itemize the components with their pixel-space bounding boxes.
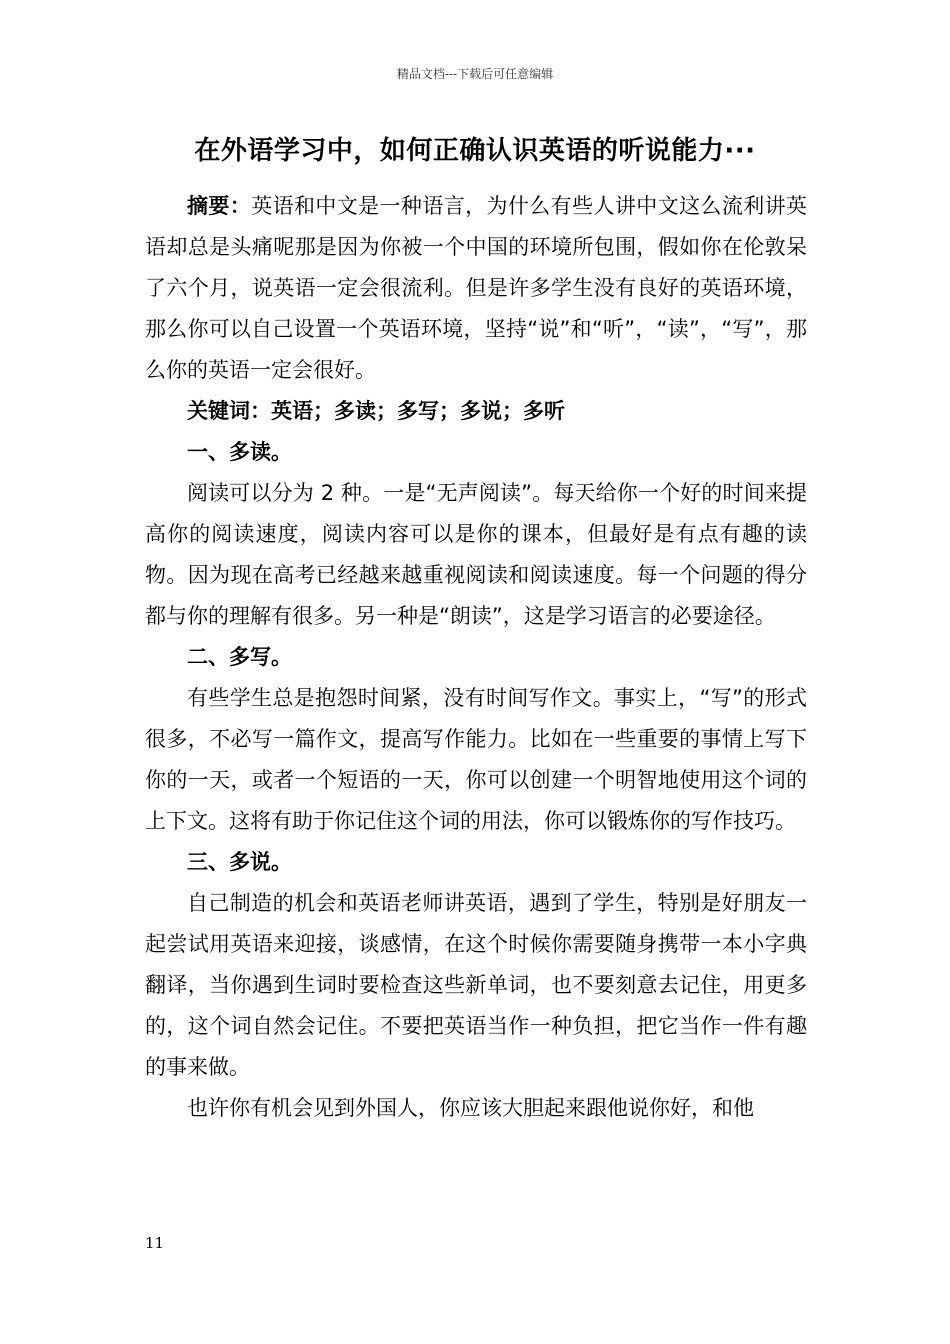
- document-body: [145, 186, 807, 1129]
- document-title: 在外语学习中，如何正确认识英语的听说能力···: [194, 136, 756, 166]
- page-number: 11: [145, 1234, 165, 1252]
- section-speak-paragraph-2: 也许你有机会见到外国人，你应该大胆起来跟他说你好，和他: [187, 1096, 754, 1120]
- section-heading-speak: 三、多说。: [187, 850, 292, 874]
- abstract-paragraph: [145, 186, 807, 391]
- section-heading-write: 二、多写。: [187, 645, 292, 669]
- section-heading-read: 一、多读。: [187, 440, 292, 464]
- keywords-line: 关键词：英语；多读；多写；多说；多听: [187, 399, 565, 423]
- page-header-note: 精品文档---下载后可任意编辑: [396, 67, 554, 81]
- section-speak-paragraph: 自己制造的机会和英语老师讲英语，遇到了学生，特别是好朋友一起尝试用英语来迎接，谈感情，在这个时候你需要随身携带一本小字典翻译，当你遇到生词时要检查这些新单词，也不要刻意去记住，用更多的，这个词自然会记住。不要把英语当作一种负担，把它当作一件有趣的事来做。: [145, 891, 807, 1079]
- abstract-text: 英语和中文是一种语言，为什么有些人讲中文这么流利讲英语却总是头痛呢那是因为你被一个中国的环境所包围，假如你在伦敦呆了六个月，说英语一定会很流利。但是许多学生没有良好的英语环境，那么你可以自己设置一个英语环境，坚持“说”和“听”，“读”，“写”，那么你的英语一定会很好。: [145, 194, 808, 382]
- section-read-paragraph: 阅读可以分为 2 种。一是“无声阅读”。每天给你一个好的时间来提高你的阅读速度，阅读内容可以是你的课本，但最好是有点有趣的读物。因为现在高考已经越来越重视阅读和阅读速度。每一个问题的得分都与你的理解有很多。另一种是“朗读”，这是学习语言的必要途径。: [145, 481, 807, 628]
- section-write-paragraph: 有些学生总是抱怨时间紧，没有时间写作文。事实上，“写”的形式很多，不必写一篇作文，提高写作能力。比如在一些重要的事情上写下你的一天，或者一个短语的一天，你可以创建一个明智地使用这个词的上下文。这将有助于你记住这个词的用法，你可以锻炼你的写作技巧。: [145, 686, 807, 833]
- abstract-label: 摘要：: [187, 194, 252, 218]
